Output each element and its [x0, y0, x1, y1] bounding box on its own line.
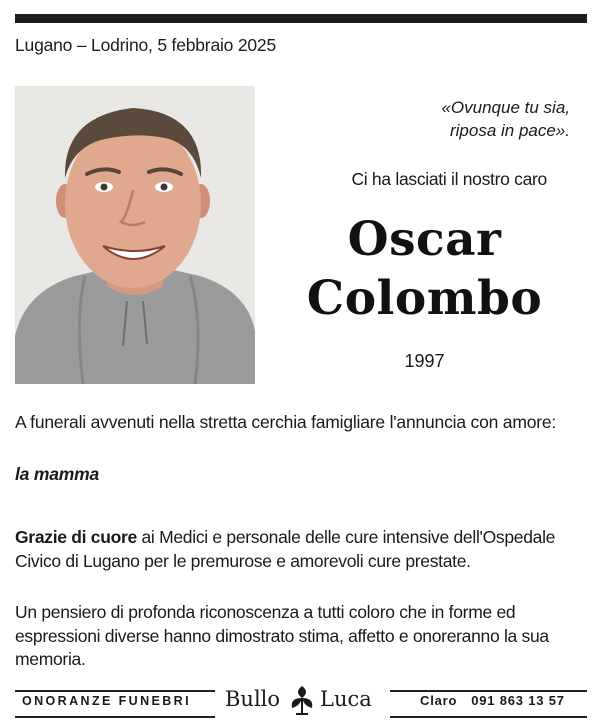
brand-word: Luca	[320, 687, 372, 711]
footer-city: Claro	[420, 693, 458, 708]
place-date: Lugano – Lodrino, 5 febbraio 2025	[15, 35, 276, 55]
footer-funeral-services: ONORANZE FUNEBRI	[22, 694, 191, 708]
brand-word: Bullo	[225, 687, 281, 711]
portrait-illustration	[15, 86, 255, 384]
funeral-home-logo	[222, 682, 386, 720]
epitaph-quote	[262, 96, 570, 142]
birth-year: 1997	[404, 351, 445, 371]
announcement-text: A funerali avvenuti nella stretta cerchia famigliare l'annuncia con amore:	[15, 412, 557, 432]
footer-rule-right-top	[390, 690, 587, 692]
thanks-text: ai Medici e personale delle cure intensive dell'Ospedale Civico di Lugano per le premurose e amorevoli cure prestate.	[15, 527, 556, 571]
footer-rule-left-bottom	[15, 716, 215, 718]
portrait-photo	[15, 86, 255, 384]
footer-contact	[420, 693, 585, 708]
footer-phone: 091 863 13 57	[471, 693, 565, 708]
top-rule	[15, 14, 587, 23]
thanks-paragraph	[15, 526, 585, 573]
deceased-first-name: Oscar	[347, 212, 502, 267]
signer: la mamma	[15, 464, 100, 484]
gratitude-paragraph: Un pensiero di profonda riconoscenza a tutti coloro che in forme ed espressioni diverse hanno dimostrato stima, affetto e onoreranno la sua memoria.	[15, 602, 549, 669]
deceased-last-name: Colombo	[306, 271, 543, 326]
quote-line: riposa in pace».	[449, 121, 570, 140]
left-us-text: Ci ha lasciati il nostro caro	[351, 169, 547, 189]
footer-rule-left-top	[15, 690, 215, 692]
footer-rule-right-bottom	[390, 716, 587, 718]
thanks-bold: Grazie di cuore	[15, 527, 137, 547]
ornamental-flower-icon	[288, 684, 316, 721]
quote-line: «Ovunque tu sia,	[441, 98, 570, 117]
